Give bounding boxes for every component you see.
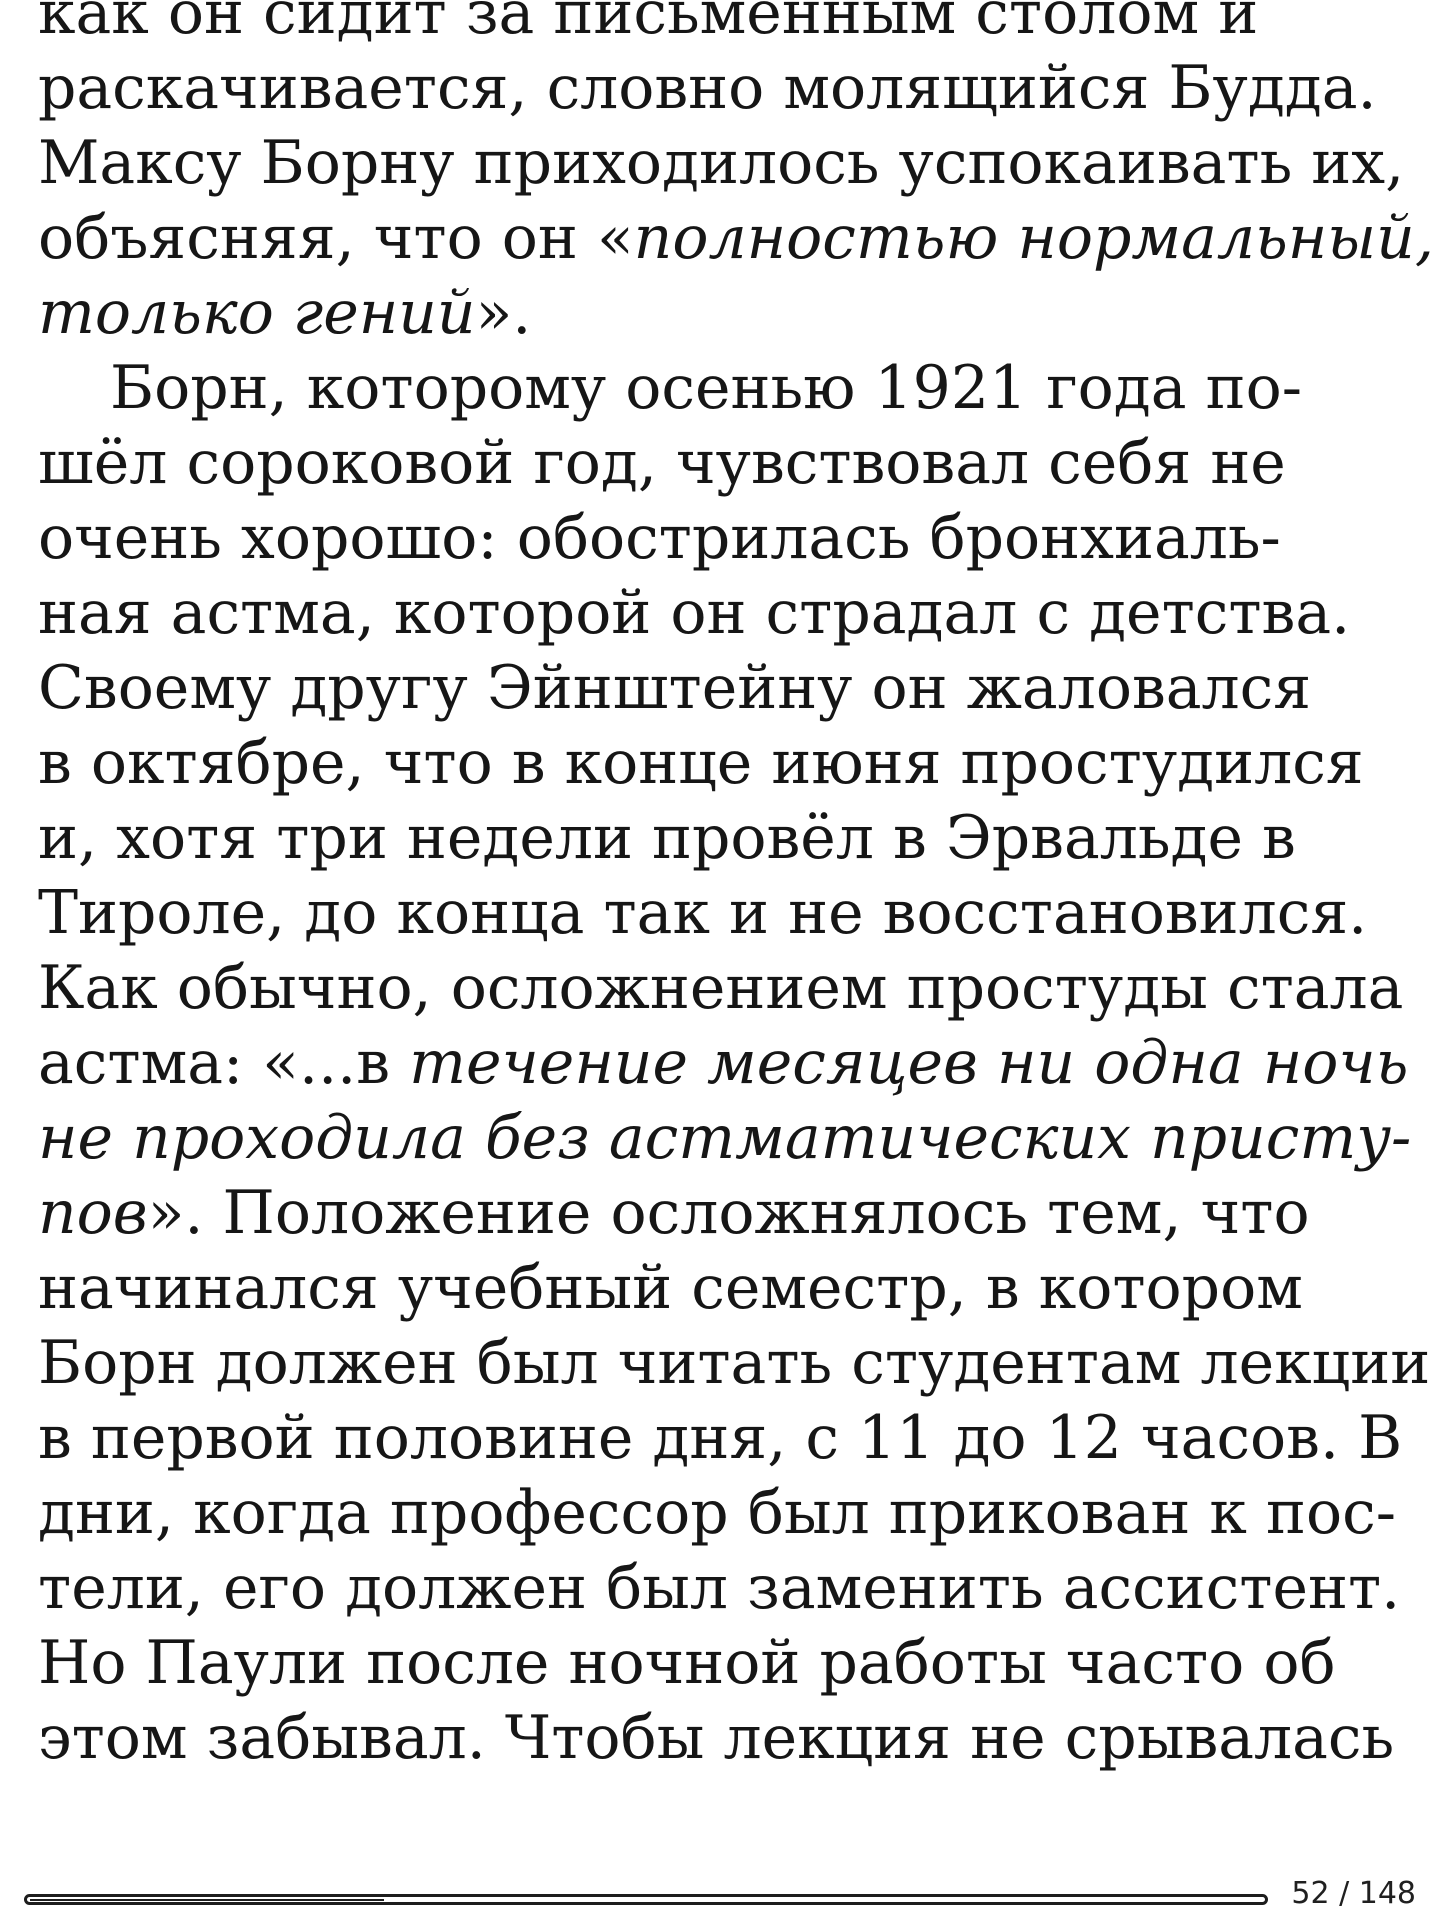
text-line: и, хотя три недели провёл в Эрвальде в xyxy=(38,803,1296,873)
text-line-cut-off: этом забывал. Чтобы лекция не срывалась xyxy=(38,1703,1395,1773)
text-line: в октябре, что в конце июня простудился xyxy=(38,728,1364,798)
paragraph-first-line: Борн, которому осенью 1921 года по- xyxy=(110,353,1302,423)
text-line-plain: ». xyxy=(475,278,532,348)
text-line-italic: только гений xyxy=(38,278,476,348)
text-line xyxy=(38,1176,1413,1251)
reading-progress-bar[interactable] xyxy=(24,1894,1268,1905)
text-line-italic: пов xyxy=(38,1178,148,1248)
text-line-italic: полностью нормальный, xyxy=(633,203,1434,273)
text-line-italic: течение месяцев ни одна ночь xyxy=(409,1028,1409,1098)
page-indicator: 52 / 148 xyxy=(1291,1876,1416,1911)
text-line xyxy=(38,201,1434,276)
text-line: раскачивается, словно молящийся Будда. xyxy=(38,53,1377,123)
text-line: Тироле, до конца так и не восстановился. xyxy=(38,878,1368,948)
text-line: очень хорошо: обострилась бронхиаль- xyxy=(38,503,1281,573)
text-line: Своему другу Эйнштейну он жаловался xyxy=(38,653,1312,723)
text-line xyxy=(38,276,1413,351)
text-line: Как обычно, осложнением простуды стала xyxy=(38,953,1404,1023)
text-line: шёл сороковой год, чувствовал себя не xyxy=(38,428,1286,498)
text-line: дни, когда профессор был прикован к пос- xyxy=(38,1478,1396,1548)
text-line-plain: астма: «...в xyxy=(38,1028,410,1098)
reading-progress-fill xyxy=(30,1899,384,1901)
text-line: Борн должен был читать студентам лекции xyxy=(38,1328,1431,1398)
text-line: тели, его должен был заменить ассистент. xyxy=(38,1553,1401,1623)
text-line: Максу Борну приходилось успокаивать их, xyxy=(38,128,1405,198)
text-line: ная астма, которой он страдал с детства. xyxy=(38,578,1351,648)
page-text xyxy=(38,0,1434,1776)
text-line-italic: не проходила без астматических присту- xyxy=(38,1103,1412,1173)
text-line: начинался учебный семестр, в котором xyxy=(38,1253,1303,1323)
text-line-plain: объясняя, что он « xyxy=(38,203,634,273)
text-line: Но Паули после ночной работы часто об xyxy=(38,1628,1336,1698)
text-line: как он сидит за письменным столом и xyxy=(38,0,1259,48)
text-line: в первой половине дня, с 11 до 12 часов. В xyxy=(38,1403,1403,1473)
text-line-plain: ». Положение осложнялось тем, что xyxy=(147,1178,1310,1248)
text-line xyxy=(38,1026,1413,1101)
